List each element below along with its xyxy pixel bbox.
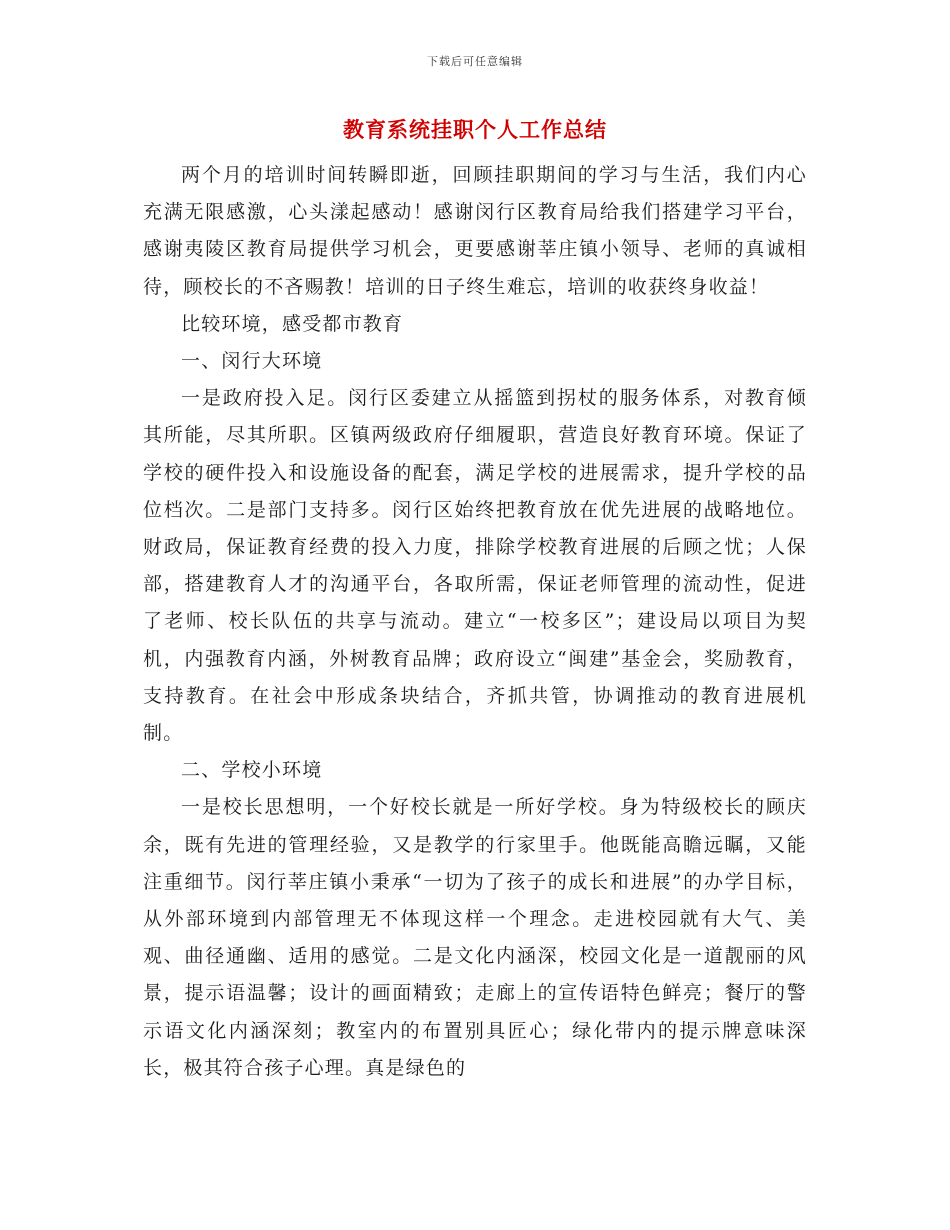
section-heading-minhang: 一、闵行大环境	[181, 350, 323, 373]
paragraph-principal: 一是校长思想明，一个好校长就是一所好学校。身为特级校长的顾庆余，既有先进的管理经验，又是教学的行家里手。他既能高瞻远瞩，又能注重细节。闵行莘庄镇小秉承“一切为了孩子的成长和进展”的办学目标，从外部环境到内部管理无不体现这样一个理念。走进校园就有大气、美观、曲径通幽、适用的感觉。二是文化内涵深，校园文化是一道靓丽的风景，提示语温馨；设计的画面精致；走廊上的宣传语特色鲜亮；餐厅的警示语文化内涵深刻；教室内的布置别具匠心；绿化带内的提示牌意味深长，极其符合孩子心理。真是绿色的	[143, 796, 807, 1079]
document-title: 教育系统挂职个人工作总结	[343, 117, 607, 142]
paragraph-intro: 两个月的培训时间转瞬即逝，回顾挂职期间的学习与生活，我们内心充满无限感激，心头漾起感动！感谢闵行区教育局给我们搭建学习平台，感谢夷陵区教育局提供学习机会，更要感谢莘庄镇小领导、老师的真诚相待，顾校长的不吝赐教！培训的日子终生难忘，培训的收获终身收益！	[143, 164, 807, 298]
document-body	[143, 157, 807, 1087]
header-note: 下载后可任意编辑	[427, 55, 523, 68]
section-heading-comparison: 比较环境，感受都市教育	[181, 312, 404, 335]
section-heading-school: 二、学校小环境	[181, 759, 323, 782]
paragraph-government: 一是政府投入足。闵行区委建立从摇篮到拐杖的服务体系，对教育倾其所能，尽其所职。区镇两级政府仔细履职，营造良好教育环境。保证了学校的硬件投入和设施设备的配套，满足学校的进展需求，提升学校的品位档次。二是部门支持多。闵行区始终把教育放在优先进展的战略地位。财政局，保证教育经费的投入力度，排除学校教育进展的后顾之忧；人保部，搭建教育人才的沟通平台，各取所需，保证老师管理的流动性，促进了老师、校长队伍的共享与流动。建立“一校多区”；建设局以项目为契机，内强教育内涵，外树教育品牌；政府设立“闽建”基金会，奖励教育，支持教育。在社会中形成条块结合，齐抓共管，协调推动的教育进展机制。	[143, 387, 807, 745]
